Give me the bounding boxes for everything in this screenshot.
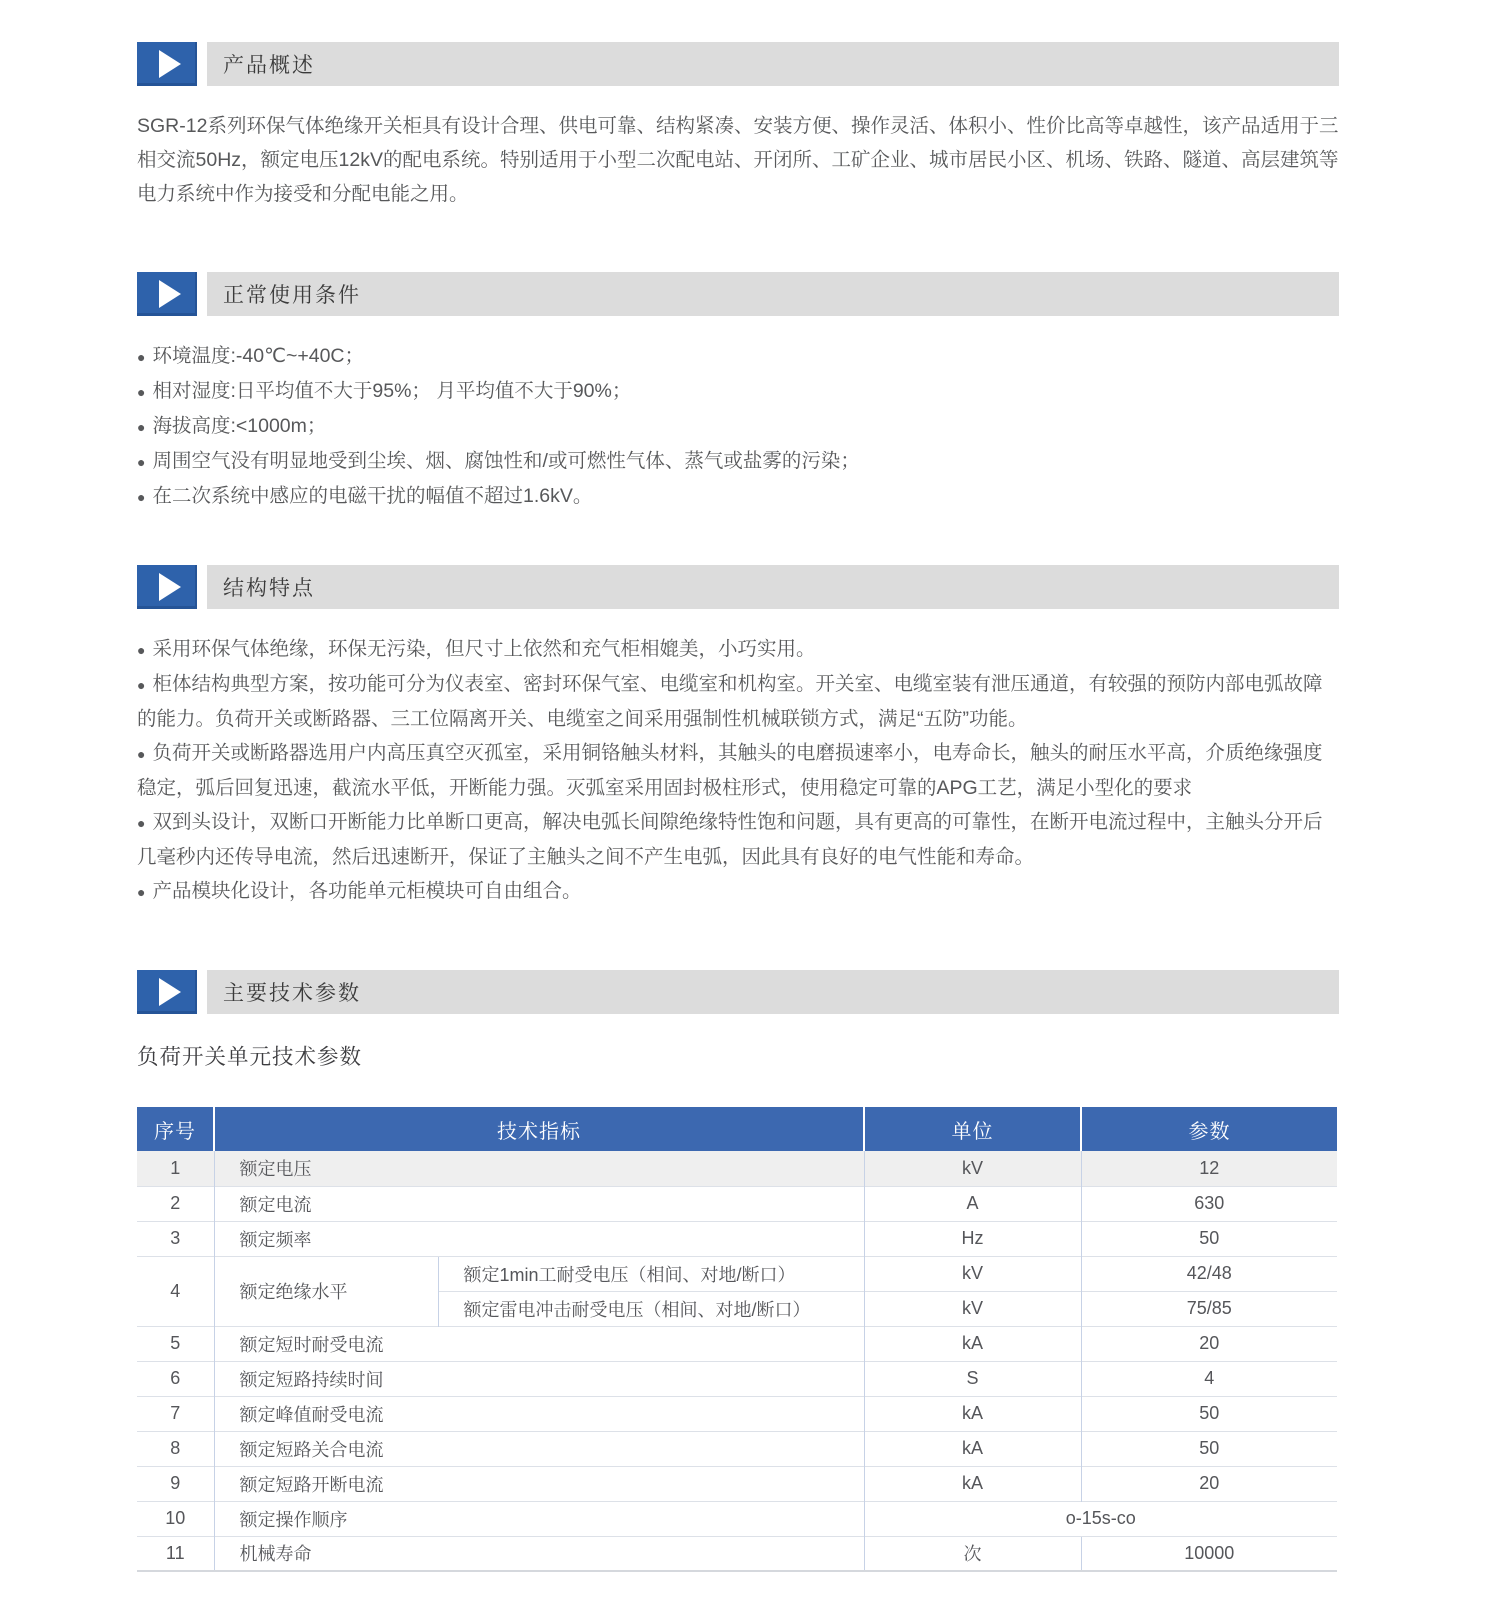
cell-merged-value: o-15s-co [864, 1501, 1337, 1536]
table-row [137, 1466, 1337, 1501]
table-row [137, 1501, 1337, 1536]
bullet-item: ● 负荷开关或断路器选用户内高压真空灭孤室，采用铜铬触头材料，其触头的电磨损速率小，电寿命长，触头的耐压水平高，介质绝缘强度稳定，弧后回复迅速，截流水平低，开断能力强。灭弧室采用固封极柱形式，使用稳定可靠的APG工艺，满足小型化的要求 [137, 742, 1323, 799]
bullet-item: ● 环境温度:-40℃~+40C； [137, 345, 365, 367]
triangle-glyph [159, 573, 181, 601]
bullet-icon: ● [137, 489, 146, 505]
bullet-icon: ● [137, 349, 146, 365]
cell-sub-index: 额定雷电冲击耐受电压（相间、对地/断口） [438, 1291, 864, 1326]
cell-unit: kA [864, 1326, 1081, 1361]
cell-index: 额定短路持续时间 [214, 1361, 864, 1396]
bullet-icon: ● [137, 642, 146, 658]
table-row [137, 1536, 1337, 1571]
cell-value: 50 [1081, 1221, 1337, 1256]
triangle-glyph [159, 280, 181, 308]
cell-no: 4 [137, 1256, 214, 1326]
cell-no: 7 [137, 1396, 214, 1431]
cell-index: 额定电压 [214, 1151, 864, 1186]
section-use-conditions [137, 272, 1339, 514]
section-title-bar [207, 970, 1339, 1014]
section-structural-features [137, 565, 1339, 909]
column-header-unit: 单位 [864, 1107, 1081, 1151]
bullet-item: ● 采用环保气体绝缘，环保无污染，但尺寸上依然和充气柜相媲美，小巧实用。 [137, 638, 816, 660]
table-row [137, 1396, 1337, 1431]
overview-paragraph: SGR-12系列环保气体绝缘开关柜具有设计合理、供电可靠、结构紧凑、安装方便、操作灵活、体积小、性价比高等卓越性，该产品适用于三相交流50Hz，额定电压12kV的配电系统。特别适用于小型二次配电站、开闭所、工矿企业、城市居民小区、机场、铁路、隧道、高层建筑等电力系统中作为接受和分配电能之用。 [137, 115, 1339, 205]
section-header [137, 970, 1339, 1014]
section-title-bar [207, 272, 1339, 316]
cell-unit: kA [864, 1396, 1081, 1431]
bullet-item: ● 相对湿度:日平均值不大于95%； 月平均值不大于90%； [137, 380, 632, 402]
cell-no: 9 [137, 1466, 214, 1501]
bullet-icon: ● [137, 419, 146, 435]
cell-index: 额定操作顺序 [214, 1501, 864, 1536]
cell-index: 机械寿命 [214, 1536, 864, 1571]
cell-index: 额定短路开断电流 [214, 1466, 864, 1501]
parameters-table [137, 1107, 1337, 1572]
cell-no: 6 [137, 1361, 214, 1396]
cell-no: 10 [137, 1501, 214, 1536]
bullet-item: ● 柜体结构典型方案，按功能可分为仪表室、密封环保气室、电缆室和机构室。开关室、电缆室装有泄压通道，有较强的预防内部电弧故障的能力。负荷开关或断路器、三工位隔离开关、电缆室之间采用强制性机械联锁方式，满足“五防”功能。 [137, 673, 1323, 730]
table-row [137, 1221, 1337, 1256]
section-title: 结构特点 [223, 577, 315, 600]
cell-value: 10000 [1081, 1536, 1337, 1571]
bullet-item: ● 产品模块化设计，各功能单元柜模块可自由组合。 [137, 880, 582, 902]
cell-no: 8 [137, 1431, 214, 1466]
cell-value: 630 [1081, 1186, 1337, 1221]
triangle-glyph [159, 978, 181, 1006]
bullet-icon: ● [137, 815, 146, 831]
cell-value: 4 [1081, 1361, 1337, 1396]
bullet-icon: ● [137, 454, 146, 470]
bullet-item: ● 在二次系统中感应的电磁干扰的幅值不超过1.6kV。 [137, 485, 593, 507]
cell-value: 20 [1081, 1466, 1337, 1501]
table-row [137, 1186, 1337, 1221]
table-row [137, 1256, 1337, 1291]
cell-no: 11 [137, 1536, 214, 1571]
section-title-bar [207, 565, 1339, 609]
cell-unit: S [864, 1361, 1081, 1396]
section-title: 产品概述 [223, 54, 315, 77]
section-header [137, 42, 1339, 86]
column-header-index: 技术指标 [214, 1107, 864, 1151]
cell-value: 50 [1081, 1396, 1337, 1431]
table-header-row [137, 1107, 1337, 1151]
section-title-bar [207, 42, 1339, 86]
bullet-item: ● 双到头设计，双断口开断能力比单断口更高，解决电弧长间隙绝缘特性饱和问题，具有更高的可靠性，在断开电流过程中，主触头分开后几毫秒内还传导电流，然后迅速断开，保证了主触头之间不产生电弧，因此具有良好的电气性能和寿命。 [137, 811, 1323, 868]
cell-no: 2 [137, 1186, 214, 1221]
cell-value: 42/48 [1081, 1256, 1337, 1291]
bullet-icon: ● [137, 746, 146, 762]
cell-unit: 次 [864, 1536, 1081, 1571]
table-subtitle: 负荷开关单元技术参数 [137, 1045, 363, 1069]
cell-value: 75/85 [1081, 1291, 1337, 1326]
section-product-overview [137, 42, 1339, 211]
cell-value: 12 [1081, 1151, 1337, 1186]
conditions-bullet-list [137, 339, 1339, 514]
features-bullet-list [137, 632, 1339, 909]
table-row [137, 1431, 1337, 1466]
cell-index: 额定峰值耐受电流 [214, 1396, 864, 1431]
cell-sub-index: 额定1min工耐受电压（相间、对地/断口） [438, 1256, 864, 1291]
play-arrow-icon [137, 42, 197, 86]
cell-unit: Hz [864, 1221, 1081, 1256]
bullet-icon: ● [137, 384, 146, 400]
cell-unit: A [864, 1186, 1081, 1221]
play-arrow-icon [137, 970, 197, 1014]
section-title: 主要技术参数 [223, 982, 361, 1005]
cell-index: 额定频率 [214, 1221, 864, 1256]
cell-value: 20 [1081, 1326, 1337, 1361]
table-row [137, 1151, 1337, 1186]
section-technical-parameters [137, 970, 1339, 1572]
table-row [137, 1326, 1337, 1361]
cell-index: 额定绝缘水平 [214, 1256, 438, 1326]
bullet-icon: ● [137, 884, 146, 900]
column-header-no: 序号 [137, 1107, 214, 1151]
cell-no: 3 [137, 1221, 214, 1256]
table-body [137, 1151, 1337, 1571]
bullet-item: ● 周围空气没有明显地受到尘埃、烟、腐蚀性和/或可燃性气体、蒸气或盐雾的污染； [137, 450, 860, 472]
cell-index: 额定短路关合电流 [214, 1431, 864, 1466]
cell-index: 额定电流 [214, 1186, 864, 1221]
triangle-glyph [159, 50, 181, 78]
cell-unit: kV [864, 1256, 1081, 1291]
table-header [137, 1107, 1337, 1151]
bullet-icon: ● [137, 677, 146, 693]
cell-no: 1 [137, 1151, 214, 1186]
cell-unit: kV [864, 1151, 1081, 1186]
section-title: 正常使用条件 [223, 284, 361, 307]
cell-index: 额定短时耐受电流 [214, 1326, 864, 1361]
play-arrow-icon [137, 565, 197, 609]
section-header [137, 272, 1339, 316]
play-arrow-icon [137, 272, 197, 316]
cell-no: 5 [137, 1326, 214, 1361]
cell-value: 50 [1081, 1431, 1337, 1466]
cell-unit: kA [864, 1466, 1081, 1501]
column-header-value: 参数 [1081, 1107, 1337, 1151]
cell-unit: kA [864, 1431, 1081, 1466]
bullet-item: ● 海拔高度:<1000m； [137, 415, 327, 437]
cell-unit: kV [864, 1291, 1081, 1326]
table-row [137, 1361, 1337, 1396]
section-header [137, 565, 1339, 609]
